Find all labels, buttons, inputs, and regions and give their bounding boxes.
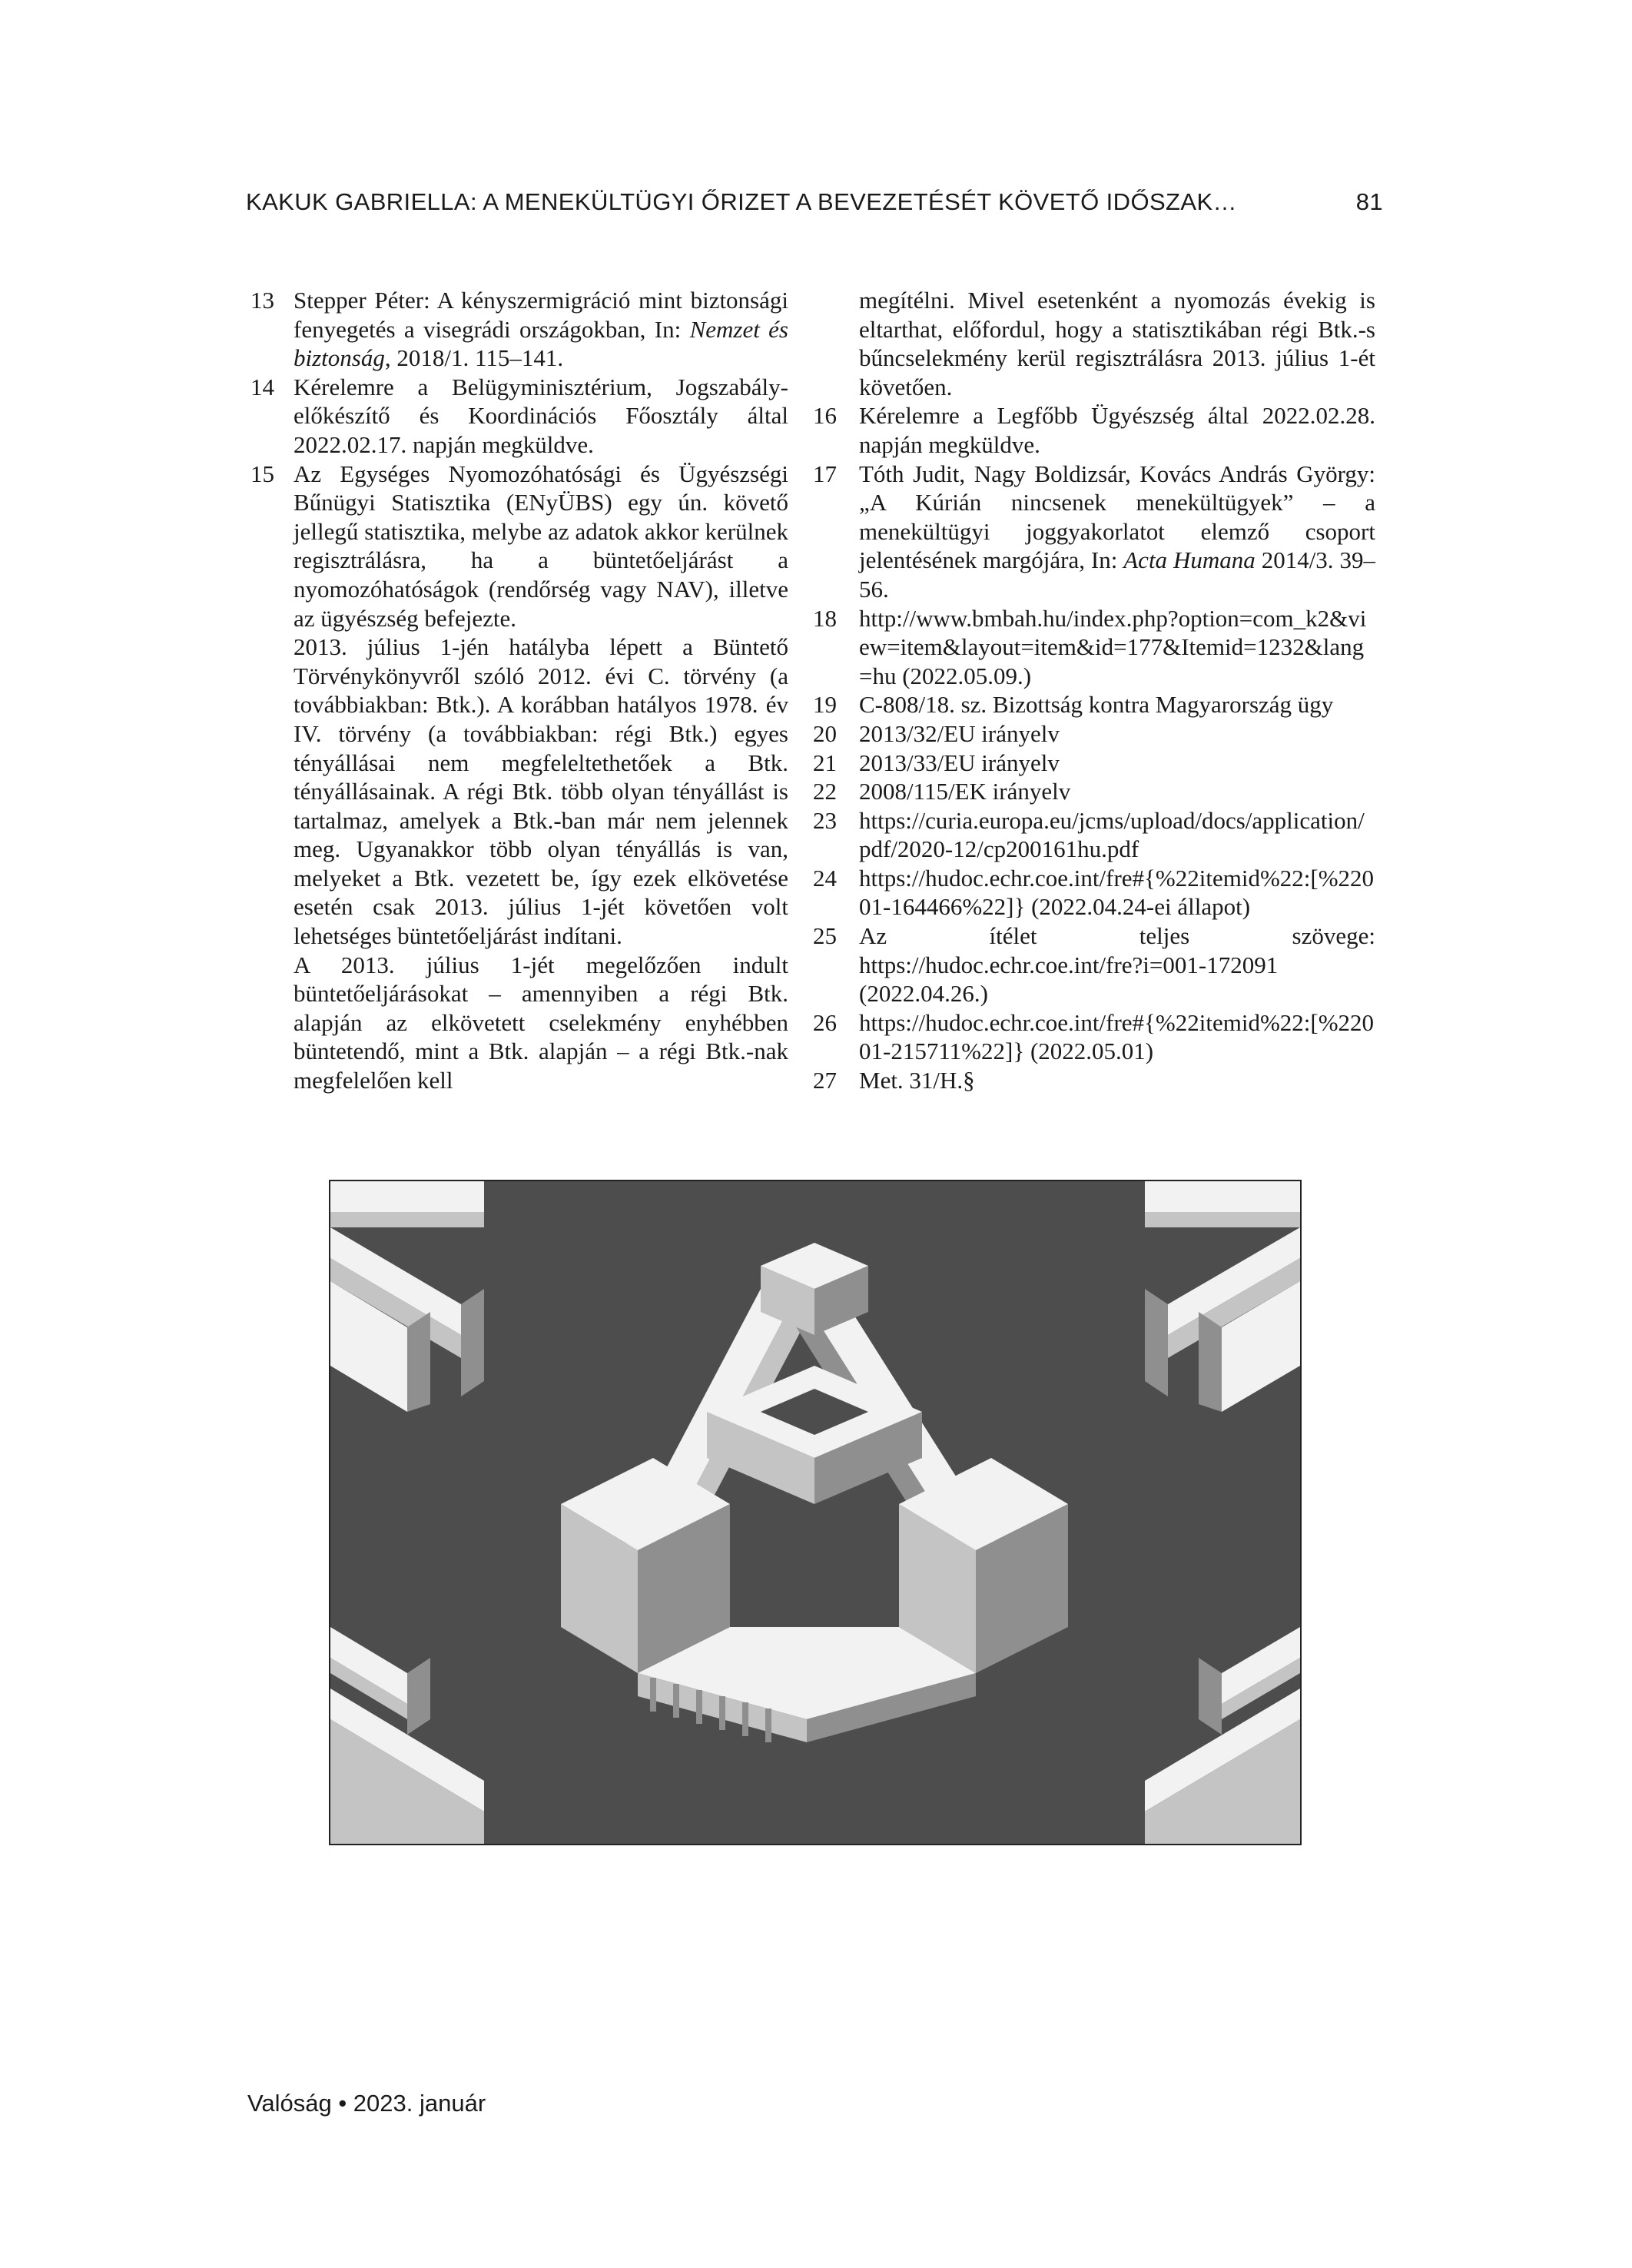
- footnote-number: 22: [813, 778, 837, 805]
- footnote-text: Met. 31/H.§: [859, 1067, 975, 1094]
- footnote-paragraph: Az Egységes Nyomozóhatósági és Ügyészségi Bűnügyi Statisztika (ENyÜBS) egy ún. követő jellegű statisztika, melybe az adatok akkor kerülnek regisztrálásra, ha a büntetőeljárást a nyomozóhatóságok (rendőrség vagy NAV), illetve az ügyészség befejezte.: [294, 460, 788, 632]
- footnote-paragraph: 2013. július 1-jén hatályba lépett a Büntető Törvénykönyvről szóló 2012. évi C. törvény (a továbbiakban: Btk.). A korábban hatályos 1978. év IV. törvény (a továbbiakban: régi Btk.) egyes tényállásai nem megfeleltethetőek a Btk. tényállásainak. A régi Btk. több olyan tényállást is tartalmaz, amelyek a Btk.-ban már nem jelennek meg. Ugyanakkor több olyan tényállás is van, melyeket a Btk. vezetett be, így ezek elkövetése esetén csak 2013. július 1-jét követően volt lehetséges büntetőeljárást indítani.: [294, 633, 788, 950]
- footnote-number: 18: [813, 604, 837, 632]
- footnote-18: [813, 604, 1375, 691]
- footnote-number: 16: [813, 402, 837, 430]
- footnote-number: 14: [250, 373, 274, 400]
- footnote-link[interactable]: https://hudoc.echr.coe.int/fre#{%22itemid%22:[%22001-215711%22]} (2022.05.01): [859, 1008, 1375, 1065]
- footnote-text: Tóth Judit, Nagy Boldizsár, Kovács András György: „A Kúrián nincsenek menekültügyek” – a menekültügyi joggyakorlatot elemző csoport jelentésének margójára, In: Acta Humana 2014/3. 39–56.: [859, 460, 1375, 603]
- footnote-27: [813, 1066, 1375, 1095]
- footnote-text: C-808/18. sz. Bizottság kontra Magyarország ügy: [859, 691, 1334, 719]
- footnote-paragraph: A 2013. július 1-jét megelőzően indult büntetőeljárásokat – amennyiben a régi Btk. alapján az elkövetett cselekmény enyhébben büntetendő, mint a Btk. alapján – a régi Btk.-nak megfelelően kell: [294, 951, 788, 1094]
- footnote-text: 2008/115/EK irányelv: [859, 778, 1071, 805]
- footnotes-right-column: [813, 286, 1375, 1095]
- footnote-number: 20: [813, 719, 837, 747]
- footnote-number: 15: [250, 460, 274, 487]
- footnote-15: [250, 460, 788, 1095]
- footnote-text: Kérelemre a Legfőbb Ügyészség által 2022.02.28. napján megküldve.: [859, 402, 1375, 458]
- footnote-number: 24: [813, 864, 837, 892]
- footnotes-left-column: [250, 286, 788, 1095]
- footnote-number: 26: [813, 1008, 837, 1036]
- footnote-link[interactable]: https://hudoc.echr.coe.int/fre#{%22itemid%22:[%22001-164466%22]} (2022.04.24-ei állapot): [859, 864, 1375, 921]
- footnote-21: [813, 749, 1375, 778]
- footnote-text: 2013/33/EU irányelv: [859, 749, 1060, 776]
- illustration-svg: [330, 1181, 1300, 1844]
- footnote-number: 27: [813, 1067, 837, 1094]
- isometric-illustration: [329, 1180, 1302, 1845]
- footnote-15-continued: [816, 286, 1375, 401]
- footnote-link[interactable]: http://www.bmbah.hu/index.php?option=com_k2&view=item&layout=item&id=177&Itemid=1232&lang=hu (2022.05.09.): [859, 604, 1367, 689]
- footnote-number: 17: [813, 460, 837, 487]
- footnote-22: [813, 777, 1375, 806]
- footnote-20: [813, 719, 1375, 749]
- running-head-title: KAKUK GABRIELLA: A MENEKÜLTÜGYI ŐRIZET A BEVEZETÉSÉT KÖVETŐ IDŐSZAK…: [246, 188, 1237, 215]
- page-number: 81: [1355, 188, 1383, 215]
- footnote-16: [813, 401, 1375, 459]
- footnote-text: Kérelemre a Belügyminisztérium, Jogszabály-előkészítő és Koordinációs Főosztály által 2022.02.17. napján megküldve.: [294, 373, 788, 458]
- footnote-23: [813, 806, 1375, 864]
- footnote-24: [813, 864, 1375, 921]
- footnote-text: 2013/32/EU irányelv: [859, 719, 1060, 747]
- footnote-13: [250, 286, 788, 373]
- footnote-text: Az ítélet teljes szövege: https://hudoc.echr.coe.int/fre?i=001-172091 (2022.04.26.): [859, 922, 1375, 1008]
- footnote-text: megítélni. Mivel esetenként a nyomozás évekig is eltarthat, előfordul, hogy a statisztikában régi Btk.-s bűncselekmény kerül regisztrálásra 2013. július 1-ét követően.: [859, 287, 1375, 400]
- footnote-14: [250, 373, 788, 460]
- running-head: [246, 188, 1383, 222]
- page-footer: Valóság • 2023. január: [247, 2090, 486, 2117]
- footnote-26: [813, 1008, 1375, 1066]
- footnote-text: Stepper Péter: A kényszermigráció mint biztonsági fenyegetés a visegrádi országokban, In: Nemzet és biztonság, 2018/1. 115–141.: [294, 287, 788, 372]
- footnote-number: 21: [813, 749, 837, 776]
- footnote-25: [813, 921, 1375, 1008]
- footnote-link[interactable]: https://curia.europa.eu/jcms/upload/docs/application/pdf/2020-12/cp200161hu.pdf: [859, 806, 1365, 863]
- footnote-19: [813, 690, 1375, 719]
- footnote-number: 25: [813, 922, 837, 950]
- footnote-number: 19: [813, 691, 837, 719]
- footnote-number: 23: [813, 806, 837, 834]
- footnote-number: 13: [250, 287, 274, 314]
- footnote-17: [813, 460, 1375, 604]
